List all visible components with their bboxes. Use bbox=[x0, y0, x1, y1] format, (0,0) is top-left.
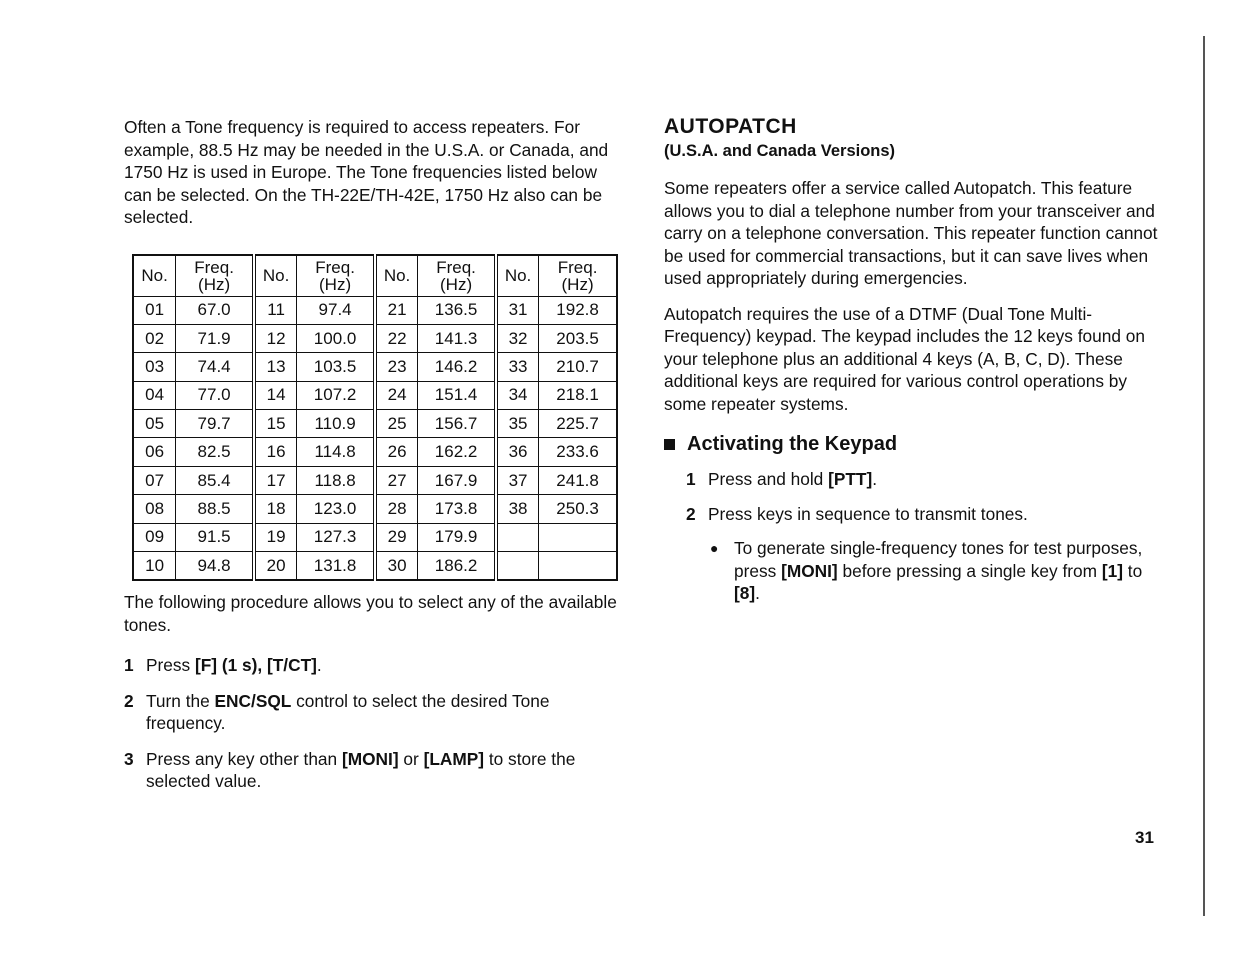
tone-frequency-cell: 146.2 bbox=[418, 353, 496, 381]
table-row bbox=[133, 523, 617, 551]
tone-frequency-cell: 114.8 bbox=[297, 438, 375, 466]
tone-number-cell: 26 bbox=[375, 438, 418, 466]
tone-number-cell: 11 bbox=[254, 296, 297, 324]
autopatch-paragraph-1: Some repeaters offer a service called Autopatch. This feature allows you to dial a telephone number from your transceiver and carry on a telephone conversation. This repeater function cannot be used for commercial transactions, but it can save lives when used appropriately during emergencies. bbox=[664, 178, 1158, 288]
tone-number-cell: 08 bbox=[133, 495, 176, 523]
step-number: 1 bbox=[124, 655, 134, 676]
step-item bbox=[124, 690, 619, 735]
header-no: No. bbox=[133, 255, 176, 297]
tone-number-cell: 17 bbox=[254, 466, 297, 494]
header-freq: Freq. (Hz) bbox=[176, 255, 254, 297]
step-text bbox=[146, 654, 619, 677]
step-item bbox=[124, 748, 619, 793]
table-row bbox=[133, 410, 617, 438]
autopatch-heading: AUTOPATCH bbox=[664, 115, 797, 138]
tone-number-cell: 32 bbox=[496, 324, 539, 352]
tone-number-cell: 27 bbox=[375, 466, 418, 494]
text-run: control to select the desired Tone frequency. bbox=[146, 690, 550, 734]
intro-paragraph: Often a Tone frequency is required to access repeaters. For example, 88.5 Hz may be needed in the U.S.A. or Canada, and 1750 Hz is used in Europe. The Tone frequencies listed below can be selected. On the TH-22E/TH-42E, 1750 Hz also can be selected. bbox=[124, 117, 609, 227]
tone-frequency-cell: 225.7 bbox=[539, 410, 617, 438]
tone-number-cell: 10 bbox=[133, 552, 176, 581]
page-edge-rule bbox=[1203, 36, 1205, 916]
tone-frequency-cell: 94.8 bbox=[176, 552, 254, 581]
tone-frequency-cell: 192.8 bbox=[539, 296, 617, 324]
step-item bbox=[124, 654, 619, 677]
tone-number-cell: 30 bbox=[375, 552, 418, 581]
text-run: . bbox=[316, 655, 322, 676]
tone-frequency-cell: 141.3 bbox=[418, 324, 496, 352]
table-row bbox=[133, 296, 617, 324]
tone-number-cell: 19 bbox=[254, 523, 297, 551]
table-row bbox=[133, 552, 617, 581]
step-number: 1 bbox=[686, 469, 696, 489]
step-number: 2 bbox=[686, 503, 696, 524]
step-text bbox=[146, 690, 619, 735]
tone-frequency-cell: 151.4 bbox=[418, 381, 496, 409]
tone-frequency-cell: 131.8 bbox=[297, 552, 375, 581]
tone-frequency-cell: 118.8 bbox=[297, 466, 375, 494]
table-header-row bbox=[133, 255, 617, 297]
tone-frequency-cell: 173.8 bbox=[418, 495, 496, 523]
autopatch-paragraph-2: Autopatch requires the use of a DTMF (Dual Tone Multi-Frequency) keypad. The keypad includes the 12 keys found on your telephone plus an additional 4 keys (A, B, C, D). These additional keys are required for various control operations by some repeater systems. bbox=[664, 303, 1145, 414]
tone-frequency-cell: 85.4 bbox=[176, 466, 254, 494]
text-run: . bbox=[755, 583, 760, 603]
step-number: 2 bbox=[124, 690, 134, 711]
tone-frequency-cell: 136.5 bbox=[418, 296, 496, 324]
tone-frequency-cell: 103.5 bbox=[297, 353, 375, 381]
tone-frequency-table bbox=[132, 254, 618, 582]
step-item bbox=[686, 468, 1169, 491]
tone-frequency-cell: 167.9 bbox=[418, 466, 496, 494]
text-run: or bbox=[398, 748, 424, 769]
tone-frequency-cell bbox=[539, 552, 617, 581]
header-freq: Freq. (Hz) bbox=[297, 255, 375, 297]
tone-frequency-cell: 210.7 bbox=[539, 353, 617, 381]
tone-frequency-cell: 162.2 bbox=[418, 438, 496, 466]
tone-number-cell: 07 bbox=[133, 466, 176, 494]
tone-number-cell: 28 bbox=[375, 495, 418, 523]
key-label: [8] bbox=[734, 583, 756, 603]
autopatch-subheading: (U.S.A. and Canada Versions) bbox=[664, 142, 896, 160]
tone-number-cell: 36 bbox=[496, 438, 539, 466]
tone-number-cell: 24 bbox=[375, 381, 418, 409]
tone-number-cell: 25 bbox=[375, 410, 418, 438]
table-row bbox=[133, 466, 617, 494]
tone-number-cell: 03 bbox=[133, 353, 176, 381]
step-text bbox=[146, 748, 619, 793]
key-label: ENC/SQL bbox=[214, 690, 292, 711]
tone-number-cell: 22 bbox=[375, 324, 418, 352]
key-label: [F] (1 s), [T/CT] bbox=[194, 655, 317, 676]
tone-number-cell: 37 bbox=[496, 466, 539, 494]
square-bullet-icon bbox=[664, 439, 675, 450]
tone-number-cell: 33 bbox=[496, 353, 539, 381]
tone-frequency-cell: 250.3 bbox=[539, 495, 617, 523]
procedure-intro: The following procedure allows you to select any of the available tones. bbox=[124, 592, 617, 635]
text-run: Press any key other than bbox=[146, 748, 342, 769]
tone-frequency-cell: 186.2 bbox=[418, 552, 496, 581]
tone-frequency-cell: 82.5 bbox=[176, 438, 254, 466]
tone-number-cell: 38 bbox=[496, 495, 539, 523]
tone-number-cell: 21 bbox=[375, 296, 418, 324]
tone-number-cell: 35 bbox=[496, 410, 539, 438]
right-column bbox=[664, 114, 1169, 605]
tone-frequency-cell: 79.7 bbox=[176, 410, 254, 438]
tone-number-cell: 18 bbox=[254, 495, 297, 523]
tone-frequency-cell: 107.2 bbox=[297, 381, 375, 409]
header-no: No. bbox=[496, 255, 539, 297]
tone-number-cell: 34 bbox=[496, 381, 539, 409]
step-text bbox=[708, 468, 1169, 491]
table-row bbox=[133, 353, 617, 381]
tone-number-cell: 23 bbox=[375, 353, 418, 381]
keypad-section-heading: Activating the Keypad bbox=[664, 433, 1169, 456]
tone-frequency-cell: 179.9 bbox=[418, 523, 496, 551]
tone-frequency-cell bbox=[539, 523, 617, 551]
step-item bbox=[686, 503, 1169, 526]
tone-frequency-cell: 156.7 bbox=[418, 410, 496, 438]
tone-frequency-cell: 91.5 bbox=[176, 523, 254, 551]
tone-number-cell: 14 bbox=[254, 381, 297, 409]
table-body bbox=[133, 296, 617, 580]
text-run: Press keys in sequence to transmit tones. bbox=[708, 503, 1028, 524]
header-no: No. bbox=[254, 255, 297, 297]
keypad-steps bbox=[664, 468, 1169, 525]
key-label: [MONI] bbox=[781, 560, 838, 581]
tone-frequency-cell: 88.5 bbox=[176, 495, 254, 523]
header-freq: Freq. (Hz) bbox=[418, 255, 496, 297]
tone-select-steps bbox=[124, 654, 619, 793]
table-row bbox=[133, 381, 617, 409]
tone-frequency-cell: 127.3 bbox=[297, 523, 375, 551]
text-run: before pressing a single key from bbox=[837, 560, 1102, 581]
left-column bbox=[124, 116, 619, 806]
tone-number-cell bbox=[496, 552, 539, 581]
table-row bbox=[133, 438, 617, 466]
tone-number-cell: 13 bbox=[254, 353, 297, 381]
tone-number-cell: 02 bbox=[133, 324, 176, 352]
key-label: [1] bbox=[1101, 560, 1123, 581]
text-run: Turn the bbox=[146, 690, 215, 711]
key-label: [PTT] bbox=[828, 469, 873, 489]
key-label: [MONI] bbox=[341, 748, 399, 769]
header-no: No. bbox=[375, 255, 418, 297]
text-run: Press bbox=[146, 655, 195, 676]
tone-number-cell: 09 bbox=[133, 523, 176, 551]
tone-frequency-cell: 241.8 bbox=[539, 466, 617, 494]
tone-frequency-cell: 110.9 bbox=[297, 410, 375, 438]
text-run: to bbox=[1122, 560, 1143, 581]
tone-frequency-cell: 100.0 bbox=[297, 324, 375, 352]
tone-frequency-cell: 233.6 bbox=[539, 438, 617, 466]
tone-frequency-cell: 74.4 bbox=[176, 353, 254, 381]
tone-number-cell: 16 bbox=[254, 438, 297, 466]
tone-frequency-cell: 218.1 bbox=[539, 381, 617, 409]
keypad-bullet-text bbox=[734, 537, 1169, 605]
tone-frequency-cell: 67.0 bbox=[176, 296, 254, 324]
step-number: 3 bbox=[124, 748, 134, 769]
tone-number-cell: 12 bbox=[254, 324, 297, 352]
step-text bbox=[708, 503, 1169, 526]
tone-frequency-cell: 97.4 bbox=[297, 296, 375, 324]
keypad-bullet-item bbox=[710, 537, 1169, 605]
tone-number-cell: 04 bbox=[133, 381, 176, 409]
tone-number-cell: 15 bbox=[254, 410, 297, 438]
tone-number-cell: 01 bbox=[133, 296, 176, 324]
table-row bbox=[133, 324, 617, 352]
round-bullet-icon: ● bbox=[710, 540, 719, 556]
tone-frequency-cell: 123.0 bbox=[297, 495, 375, 523]
tone-number-cell: 05 bbox=[133, 410, 176, 438]
tone-number-cell: 31 bbox=[496, 296, 539, 324]
tone-number-cell bbox=[496, 523, 539, 551]
tone-frequency-cell: 71.9 bbox=[176, 324, 254, 352]
text-run: . bbox=[872, 469, 878, 489]
tone-number-cell: 29 bbox=[375, 523, 418, 551]
tone-frequency-cell: 203.5 bbox=[539, 324, 617, 352]
tone-number-cell: 20 bbox=[254, 552, 297, 581]
tone-number-cell: 06 bbox=[133, 438, 176, 466]
text-run: To generate single-frequency tones for test purposes, press bbox=[734, 538, 1143, 581]
text-run: Press and hold bbox=[708, 469, 829, 489]
text-run: to store the selected value. bbox=[146, 748, 576, 792]
key-label: [LAMP] bbox=[423, 748, 485, 769]
page-number: 31 bbox=[1135, 828, 1154, 847]
tone-frequency-cell: 77.0 bbox=[176, 381, 254, 409]
table-row bbox=[133, 495, 617, 523]
header-freq: Freq. (Hz) bbox=[539, 255, 617, 297]
